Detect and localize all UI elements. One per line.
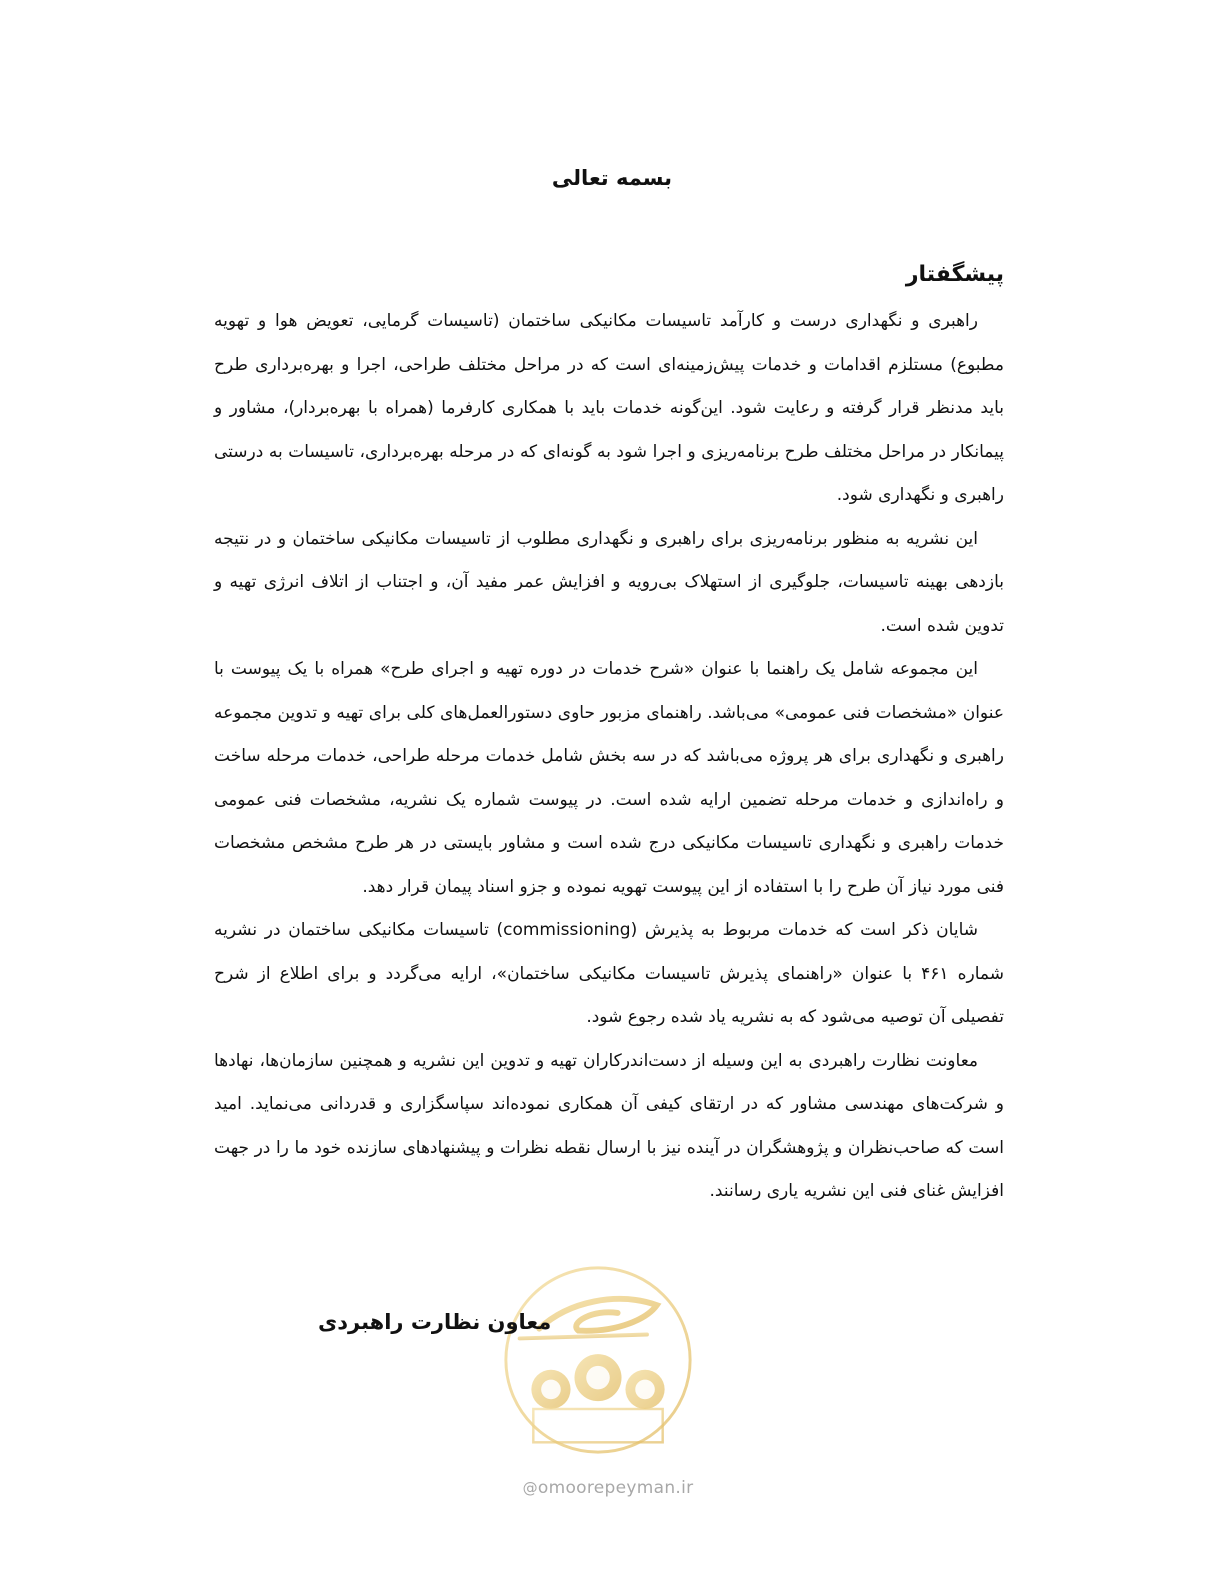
paragraph-5: معاونت نظارت راهبردی به این وسیله از دست‌اندرکاران تهیه و تدوین این نشریه و همچنین سازمان‌ها، نهادها و شرکت‌های مهندسی مشاور که در ارتقای کیفی آن همکاری نموده‌اند سپاسگزاری و قدردانی می‌نماید. امید است که صاحب‌نظران و پژوهشگران در آینده نیز با ارسال نقطه نظرات و پیشنهادهای سازنده خود ما را در جهت افزایش غنای فنی این نشریه یاری رسانند.: [214, 1050, 1004, 1201]
at-icon: @: [522, 1479, 538, 1497]
paragraph-3: این مجموعه شامل یک راهنما با عنوان «شرح خدمات در دوره تهیه و اجرای طرح» همراه با یک پیوست با عنوان «مشخصات فنی عمومی» می‌باشد. راهنمای مزبور حاوی دستورالعمل‌های کلی برای تهیه و تدوین مجموعه راهبری و نگهداری برای هر پروژه می‌باشد که در سه بخش شامل خدمات مرحله طراحی، خدمات مرحله ساخت و راه‌اندازی و خدمات مرحله تضمین ارایه شده است. در پیوست شماره یک نشریه، مشخصات فنی عمومی خدمات راهبری و نگهداری تاسیسات مکانیکی درج شده است و مشاور بایستی در هر طرح مشخص مشخصات فنی مورد نیاز آن طرح را با استفاده از این پیوست تهویه نموده و جزو اسناد پیمان قرار دهد.: [214, 659, 1004, 897]
watermark-url: [510, 1478, 706, 1498]
body-text: [214, 300, 1004, 1214]
paragraph-2: این نشریه به منظور برنامه‌ریزی برای راهبری و نگهداری مطلوب از تاسیسات مکانیکی ساختمان و در نتیجه بازدهی بهینه تاسیسات، جلوگیری از استهلاک بی‌رویه و افزایش عمر مفید آن، و اجتناب از اتلاف انرژی تهیه و تدوین شده است.: [214, 528, 1004, 636]
header-title: بسمه تعالی: [551, 166, 673, 190]
paragraph-1: راهبری و نگهداری درست و کارآمد تاسیسات مکانیکی ساختمان (تاسیسات گرمایی، تعویض هوا و تهویه مطبوع) مستلزم اقدامات و خدمات پیش‌زمینه‌ای است که در مراحل مختلف طراحی، اجرا و بهره‌برداری طرح باید مدنظر قرار گرفته و رعایت شود. این‌گونه خدمات باید با همکاری کارفرما (همراه با بهره‌بردار)، مشاور و پیمانکار در مراحل مختلف طرح برنامه‌ریزی و اجرا شود به گونه‌ای که در مرحله بهره‌برداری، تاسیسات به درستی راهبری و نگهداری شود.: [214, 311, 1004, 505]
watermark-url-text: omoorepeyman.ir: [537, 1478, 694, 1498]
paragraph-4: شایان ذکر است که خدمات مربوط به پذیرش (commissioning) تاسیسات مکانیکی ساختمان در نشریه شماره ۴۶۱ با عنوان «راهنمای پذیرش تاسیسات مکانیکی ساختمان»، ارایه می‌گردد و برای اطلاع از شرح تفصیلی آن توصیه می‌شود که به نشریه یاد شده رجوع شود.: [214, 920, 1004, 1027]
signature: معاون نظارت راهبردی: [318, 1310, 552, 1334]
watermark-logo-icon: [500, 1262, 696, 1458]
section-heading: پیشگفتار: [905, 262, 1004, 287]
